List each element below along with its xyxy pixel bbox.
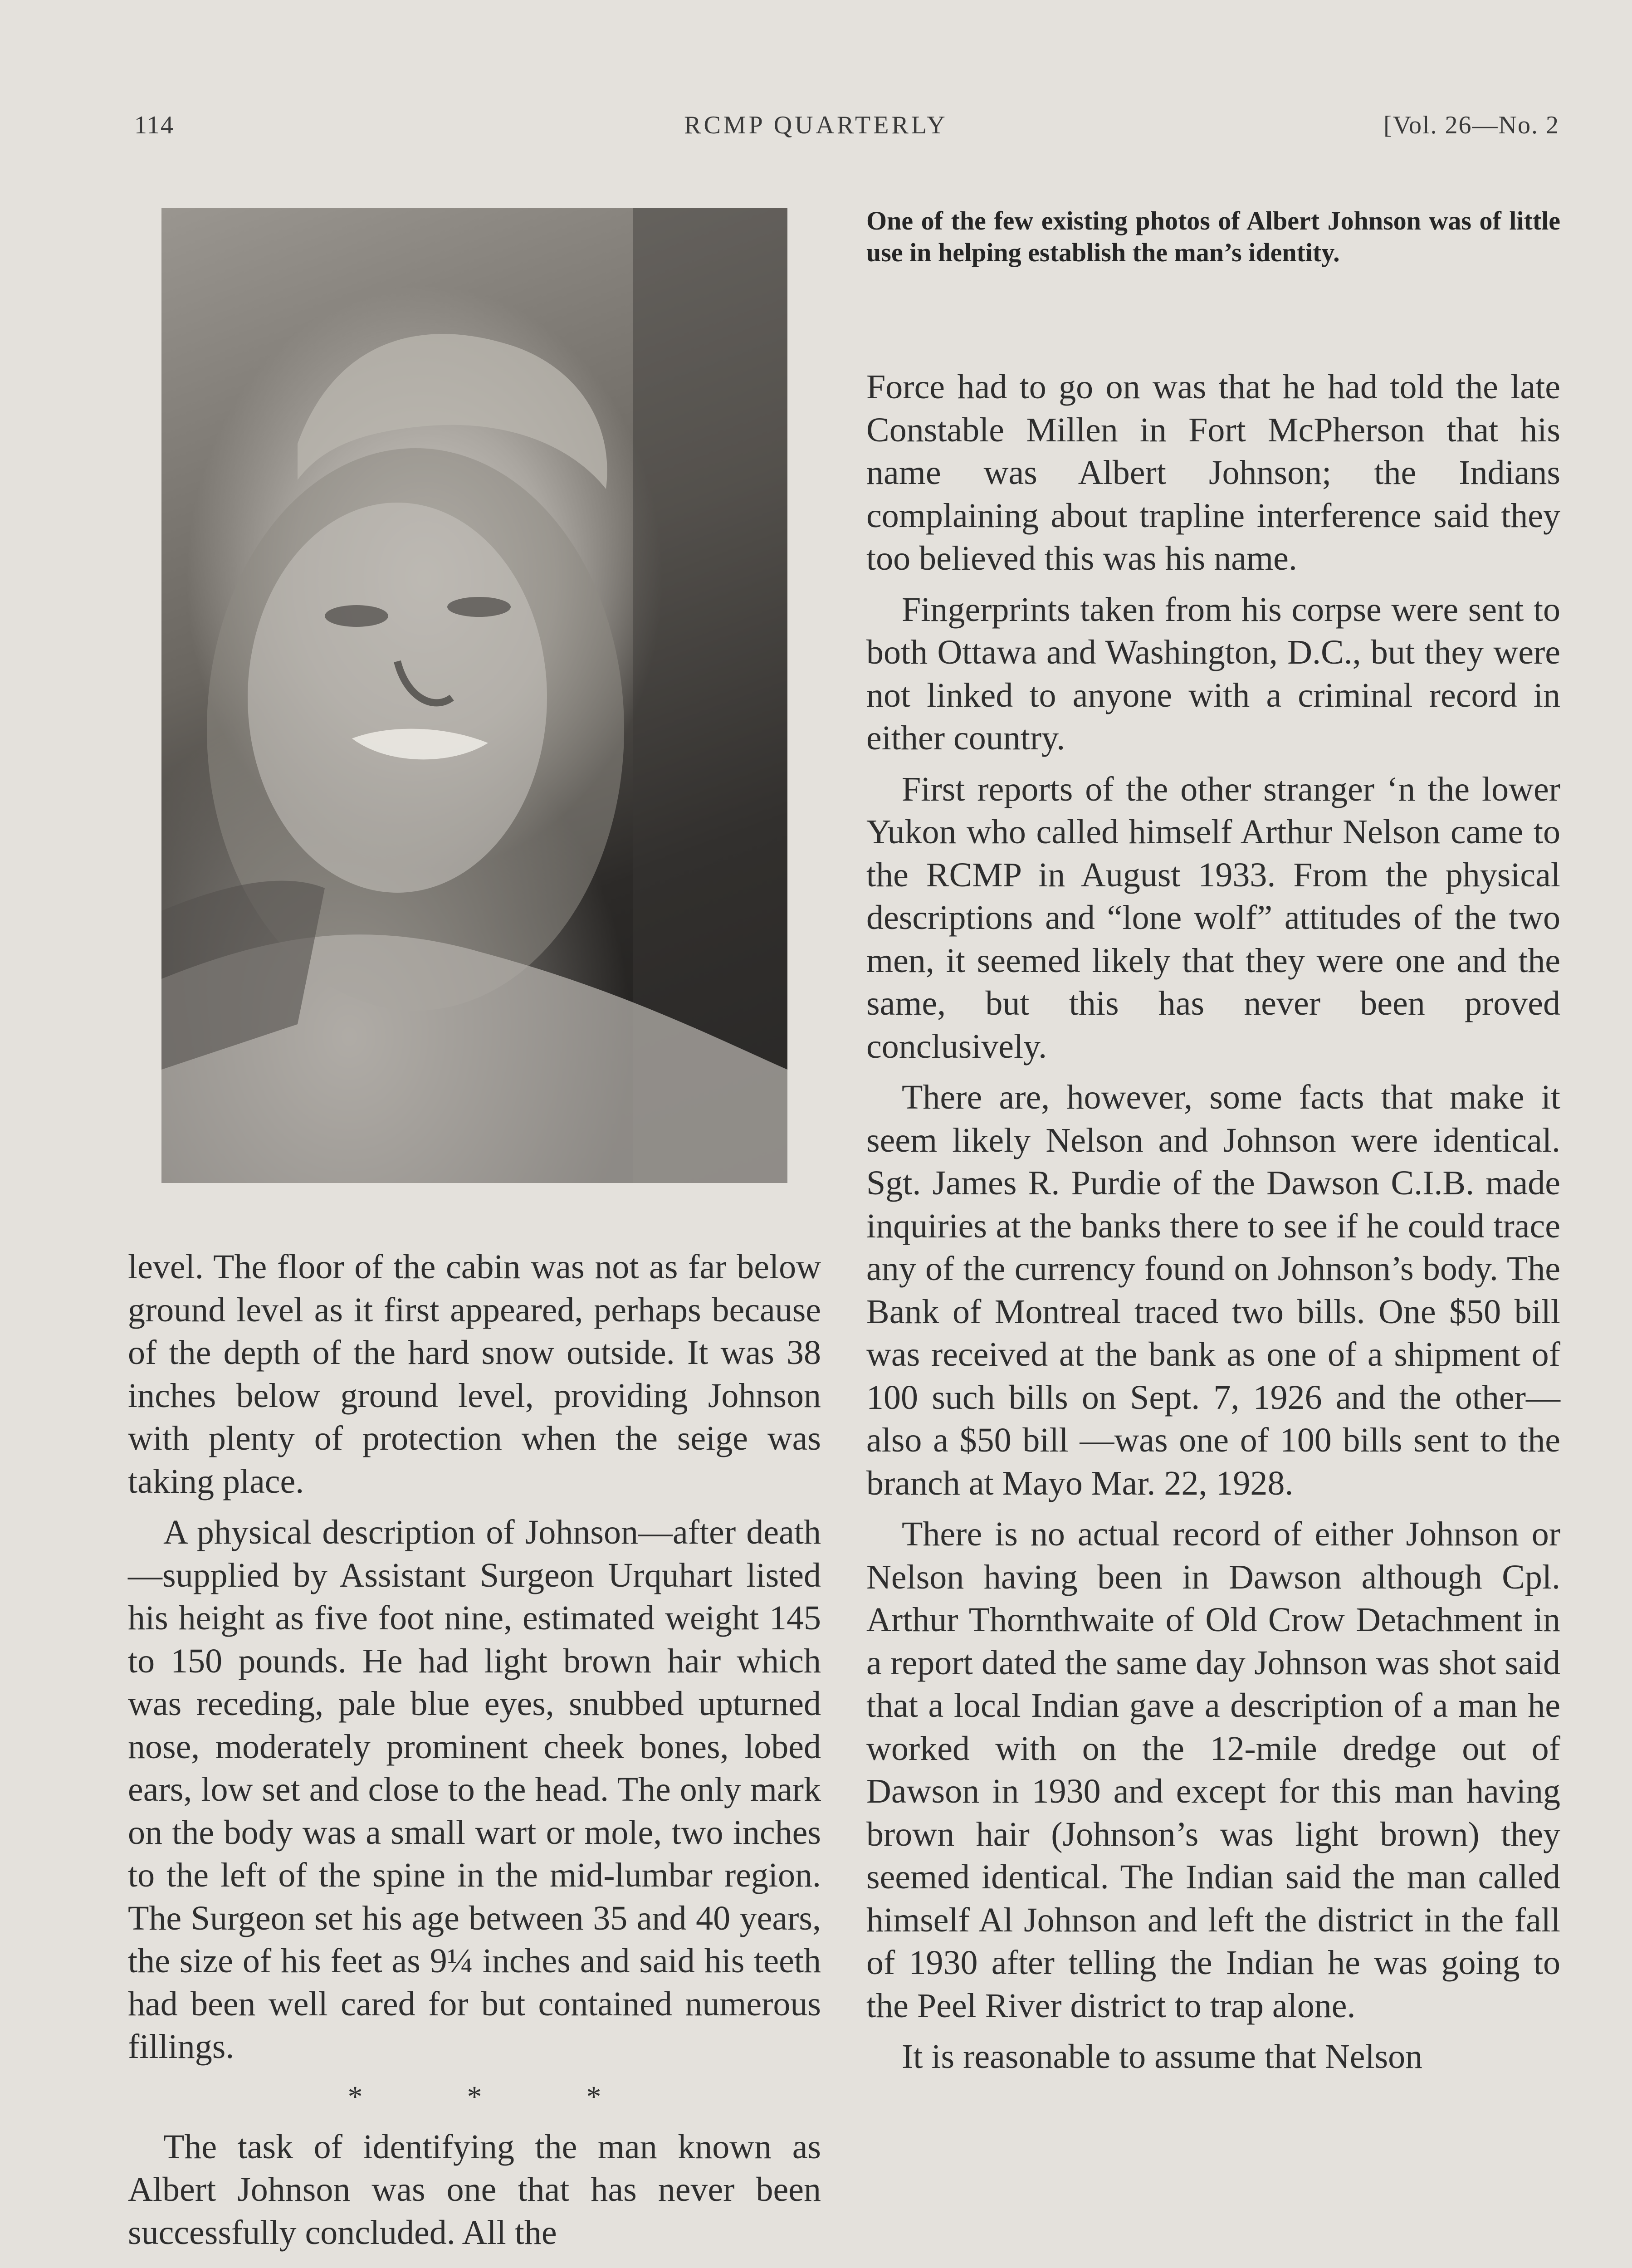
separator-star: * (586, 2080, 601, 2113)
left-paragraph-3: The task of identifying the man known as Albert Johnson was one that has never been successfully concluded. All the (128, 2127, 821, 2252)
right-paragraph-5: There is no actual record of either Johnson or Nelson having been in Dawson although Cpl. Arthur Thornthwaite of Old Crow Detachment in a report dated the same day Johnson was shot said that a local Indian gave a description of a man he worked with on the 12-mile dredge out of Dawson in 1930 and except for this man having brown hair (Johnson’s was light brown) they seemed identical. The Indian said the man called himself Al Johnson and left the district in the fall of 1930 after telling the Indian he was going to the Peel River district to trap alone. (866, 1515, 1560, 2025)
right-paragraph-1: Force had to go on was that he had told the late Constable Millen in Fort McPherson that his name was Albert Johnson; the Indians complaining about trapline interference said they too believed this was his name. (866, 368, 1560, 577)
volume-issue: [Vol. 26—No. 2 (1383, 111, 1559, 139)
right-paragraph-6: It is reasonable to assume that Nelson (902, 2038, 1423, 2076)
right-paragraph-4: There are, however, some facts that make it seem likely Nelson and Johnson were identical. Sgt. James R. Purdie of the Dawson C.I.B. made inquiries at the banks there to see if he could trace any of the currency found on Johnson’s body. The Bank of Montreal traced two bills. One $50 bill was received at the bank as one of a shipment of 100 such bills on Sept. 7, 1926 and the other—also a $50 bill —was one of 100 bills sent to the branch at Mayo Mar. 22, 1928. (866, 1078, 1560, 1502)
running-title: RCMP QUARTERLY (684, 111, 948, 139)
photo-caption: One of the few existing photos of Albert Johnson was of little use in helping establish the man’s identity. (866, 206, 1560, 267)
right-column (866, 366, 1560, 2087)
portrait-photo-shapes (161, 208, 787, 1183)
section-separator (128, 2077, 821, 2117)
running-header (0, 111, 1632, 152)
right-paragraph-3: First reports of the other stranger ʻn the lower Yukon who called himself Arthur Nelson came to the RCMP in August 1933. From the physical descriptions and “lone wolf” attitudes of the two men, it seemed likely that they were one and the same, but this has never been proved conclusively. (866, 770, 1560, 1066)
separator-star: * (467, 2080, 482, 2113)
left-paragraph-1: level. The floor of the cabin was not as far below ground level as it first appeared, perhaps because of the depth of the hard snow outside. It was 38 inches below ground level, providing Johnson with plenty of protection when the seige was taking place. (128, 1248, 821, 1501)
portrait-photo (161, 208, 787, 1183)
left-column (128, 1246, 821, 2262)
right-paragraph-2: Fingerprints taken from his corpse were sent to both Ottawa and Washington, D.C., but they were not linked to anyone with a criminal record in either country. (866, 590, 1560, 757)
page-number: 114 (134, 111, 174, 139)
separator-star: * (347, 2080, 363, 2113)
left-paragraph-2: A physical description of Johnson—after death—supplied by Assistant Surgeon Urquhart listed his height as five foot nine, estimated weight 145 to 150 pounds. He had light brown hair which was receding, pale blue eyes, snubbed upturned nose, moderately prominent cheek bones, lobed ears, low set and close to the head. The only mark on the body was a small wart or mole, two inches to the left of the spine in the mid-lumbar region. The Surgeon set his age between 35 and 40 years, the size of his feet as 9¼ inches and said his teeth had been well cared for but contained numerous fillings. (128, 1513, 821, 2066)
